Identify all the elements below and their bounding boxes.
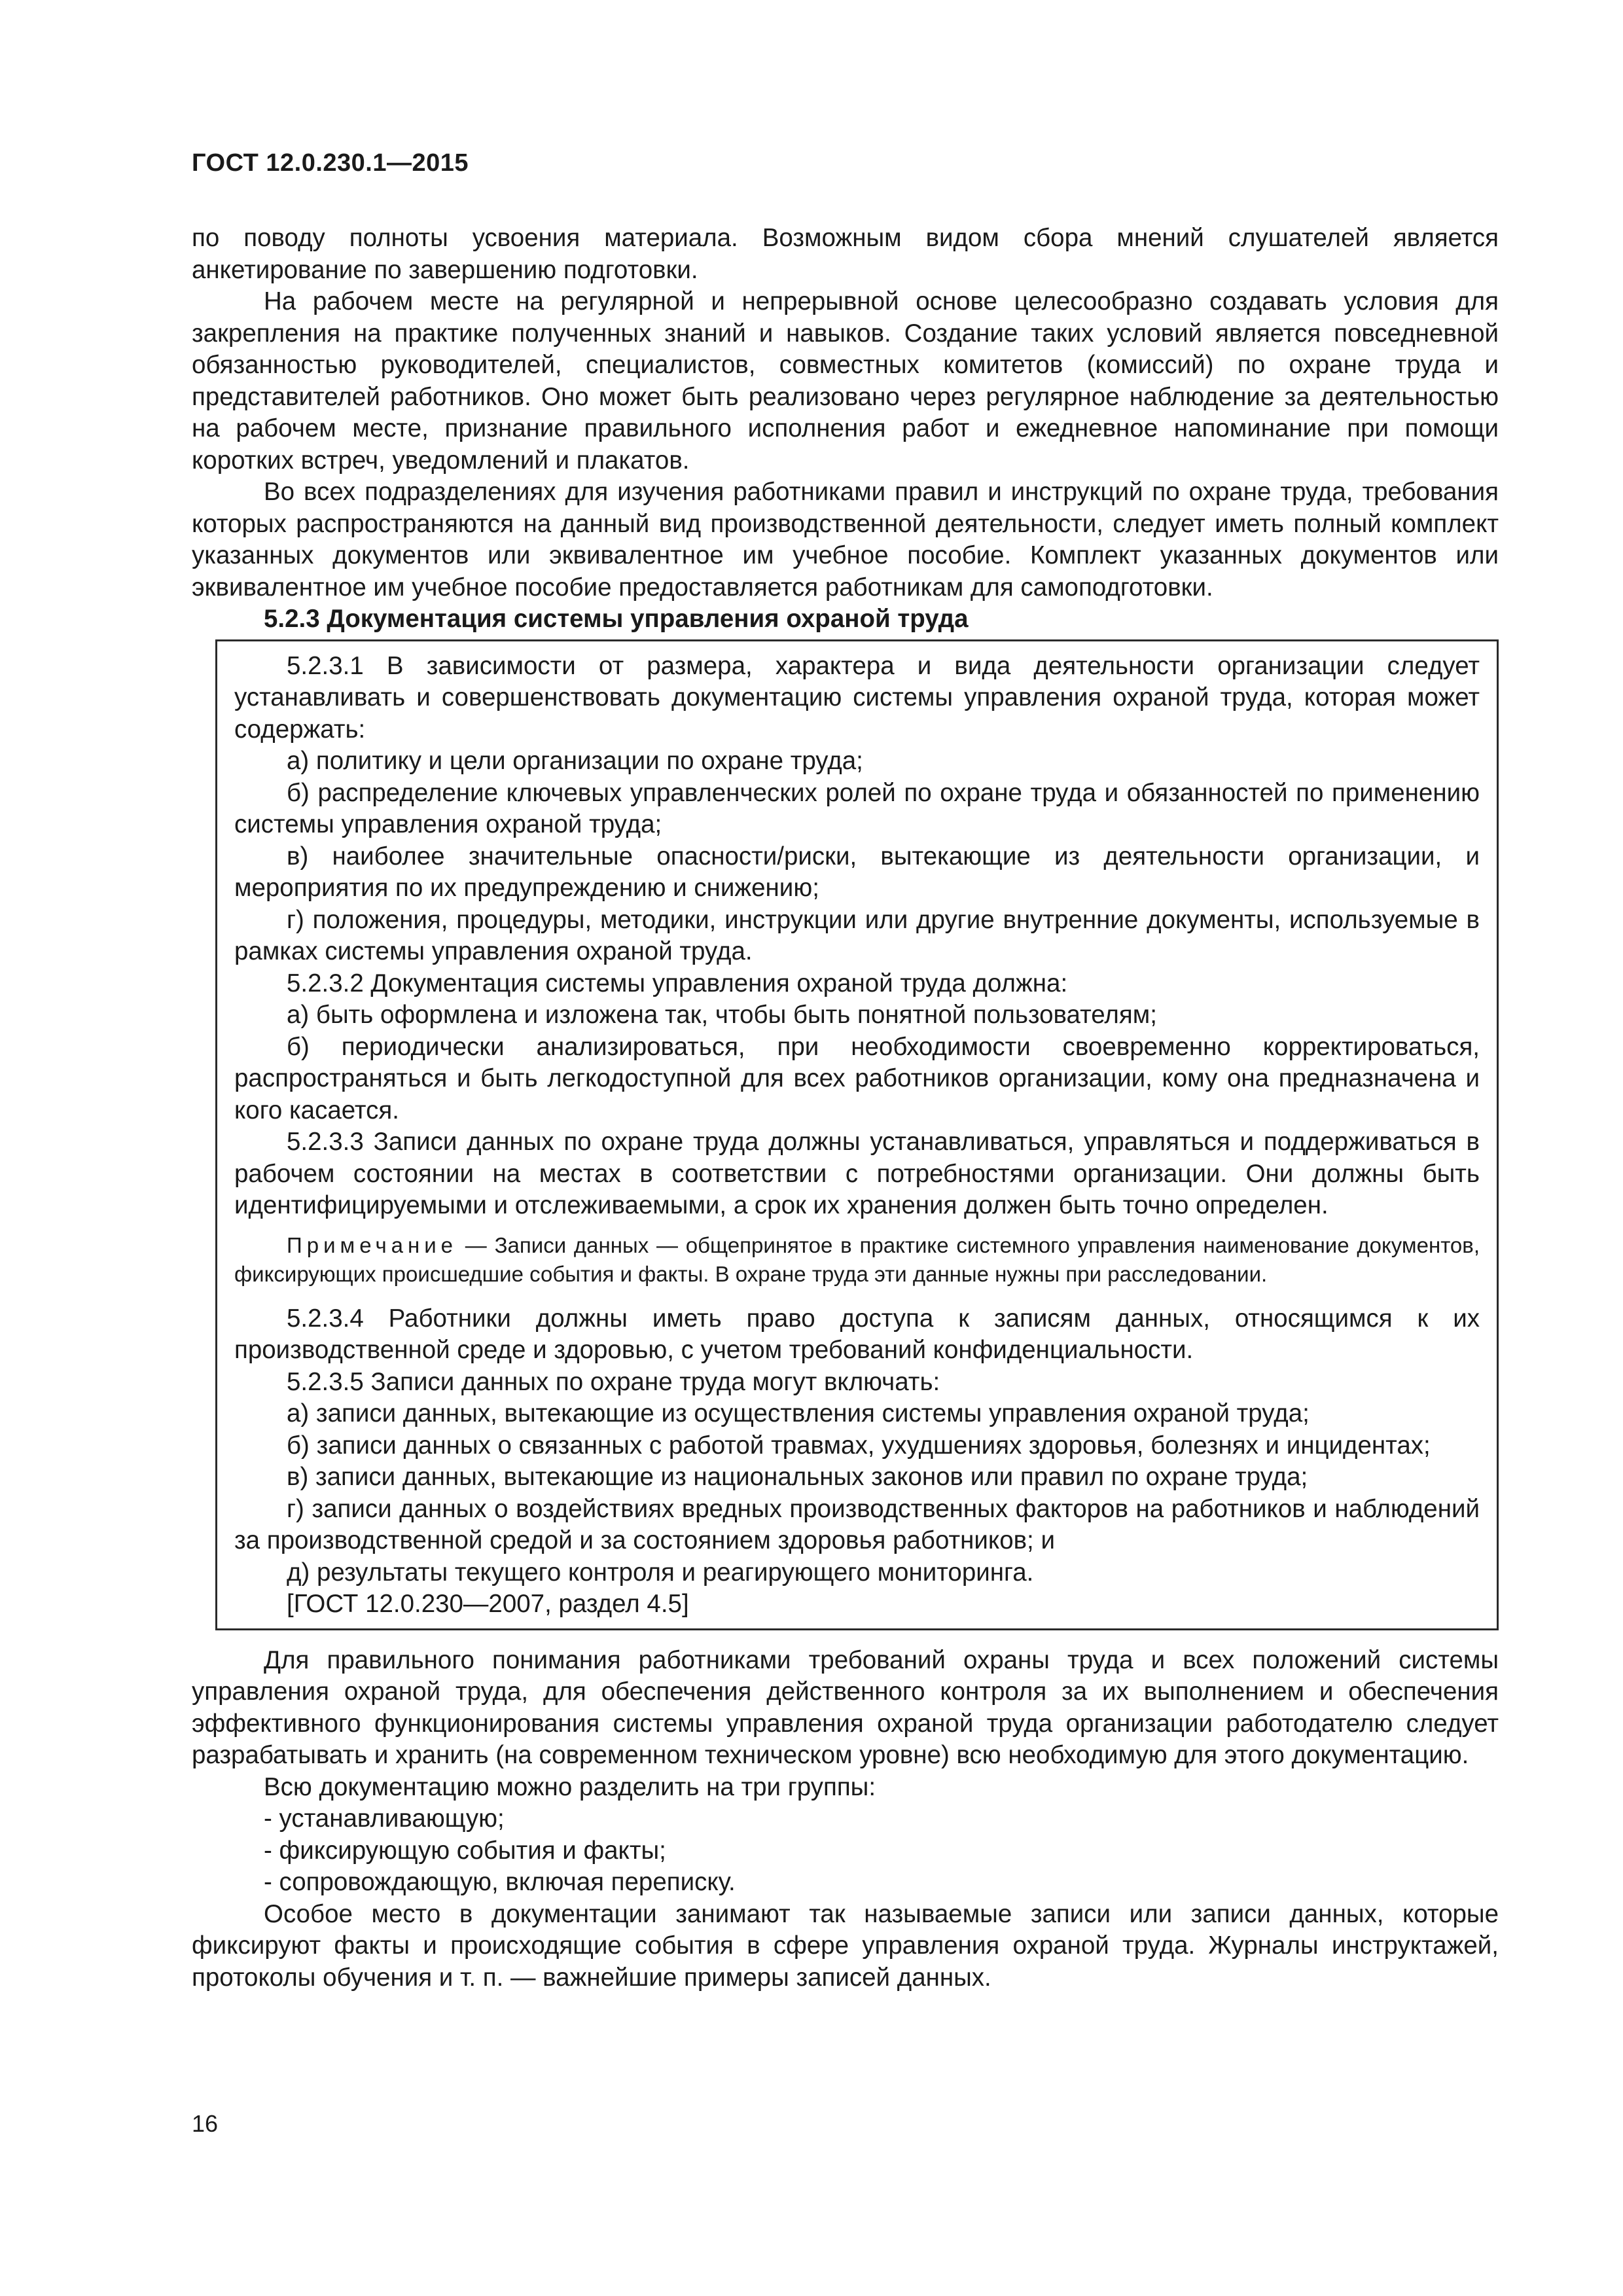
list-item: г) положения, процедуры, методики, инструкции или другие внутренние документы, используемые в рамках системы управления охраной труда.: [234, 905, 1480, 965]
note-text: — Записи данных — общепринятое в практике системного управления наименование документов, фиксирующих происшедшие события и факты. В охране труда эти данные нужны при расследовании.: [234, 1232, 1480, 1286]
list-item: а) быть оформлена и изложена так, чтобы быть понятной пользователям;: [287, 1001, 1157, 1029]
list-item: г) записи данных о воздействиях вредных производственных факторов на работников и наблюдений за производственной средой и за состоянием здоровья работников; и: [234, 1494, 1480, 1554]
paragraph: Во всех подразделениях для изучения работниками правил и инструкций по охране труда, требования которых распространяются на данный вид производственной деятельности, следует иметь полный комплект указанных документов или эквивалентное им учебное пособие. Комплект указанных документов или эквивалентное им учебное пособие предоставляется работникам для самоподготовки.: [192, 478, 1499, 601]
list-item: б) периодически анализироваться, при необходимости своевременно корректироваться, распространяться и быть легкодоступной для всех работников организации, кому она предназначена и кого касается.: [234, 1032, 1480, 1124]
document-header: ГОСТ 12.0.230.1—2015: [192, 149, 469, 177]
list-item: б) распределение ключевых управленческих ролей по охране труда и обязанностей по применению системы управления охраной труда;: [234, 778, 1480, 838]
clause-5-2-3-1: 5.2.3.1 В зависимости от размера, характера и вида деятельности организации следует устанавливать и совершенствовать документацию системы управления охраной труда, которая может содержать:: [234, 651, 1480, 744]
list-item: а) записи данных, вытекающие из осуществления системы управления охраной труда;: [287, 1399, 1310, 1427]
list-item: - фиксирующую события и факты;: [264, 1836, 666, 1865]
paragraph: Особое место в документации занимают так называемые записи или записи данных, которые фиксируют факты и происходящие события в сфере управления охраной труда. Журналы инструктажей, протоколы обучения и т. п. — важнейшие примеры записей данных.: [192, 1899, 1499, 1992]
clause-5-2-3-3: 5.2.3.3 Записи данных по охране труда должны устанавливаться, управляться и поддерживаться в рабочем состоянии на местах в соответствии с потребностями организации. Они должны быть идентифицируемыми и отслеживаемыми, а срок их хранения должен быть точно определен.: [234, 1128, 1480, 1219]
clause-5-2-3-4: 5.2.3.4 Работники должны иметь право доступа к записям данных, относящимся к их производственной среде и здоровью, с учетом требований конфиденциальности.: [234, 1304, 1480, 1364]
list-item: д) результаты текущего контроля и реагирующего мониторинга.: [287, 1558, 1034, 1587]
clause-5-2-3-2: 5.2.3.2 Документация системы управления охраной труда должна:: [287, 969, 1068, 997]
page-content: [192, 223, 1499, 1994]
section-heading: 5.2.3 Документация системы управления охраной труда: [264, 605, 969, 633]
page-number: 16: [192, 2110, 219, 2137]
note-label: Примечание: [287, 1232, 458, 1257]
reference: [ГОСТ 12.0.230—2007, раздел 4.5]: [287, 1590, 689, 1618]
paragraph: Всю документацию можно разделить на три группы:: [264, 1772, 876, 1801]
paragraph: Для правильного понимания работниками требований охраны труда и всех положений системы управления охраной труда, для обеспечения действенного контроля за их выполнением и обеспечения эффективного функционирования системы управления охраной труда организации работодателю следует разрабатывать и хранить (на современном техническом уровне) всю необходимую для этого документацию.: [192, 1645, 1499, 1769]
list-item: а) политику и цели организации по охране труда;: [287, 747, 863, 775]
clause-5-2-3-5: 5.2.3.5 Записи данных по охране труда могут включать:: [287, 1367, 940, 1396]
quoted-standard-box: [215, 639, 1499, 1630]
list-item: - сопровождающую, включая переписку.: [264, 1868, 736, 1896]
paragraph: На рабочем месте на регулярной и непрерывной основе целесообразно создавать условия для закрепления на практике полученных знаний и навыков. Создание таких условий является повседневной обязанностью руководителей, специалистов, совместных комитетов (комиссий) по охране труда и представителей работников. Оно может быть реализовано через регулярное наблюдение за деятельностью на рабочем месте, признание правильного исполнения работ и ежедневное напоминание при помощи коротких встреч, уведомлений и плакатов.: [192, 287, 1499, 475]
list-item: б) записи данных о связанных с работой травмах, ухудшениях здоровья, болезнях и инцидентах;: [287, 1431, 1431, 1460]
list-item: - устанавливающую;: [264, 1804, 505, 1833]
paragraph: по поводу полноты усвоения материала. Возможным видом сбора мнений слушателей является анкетирование по завершению подготовки.: [192, 224, 1499, 284]
note: [234, 1231, 1480, 1289]
list-item: в) записи данных, вытекающие из национальных законов или правил по охране труда;: [287, 1463, 1308, 1491]
after-box-section: [192, 1645, 1499, 1994]
list-item: в) наиболее значительные опасности/риски, вытекающие из деятельности организации, и мероприятия по их предупреждению и снижению;: [234, 842, 1480, 902]
